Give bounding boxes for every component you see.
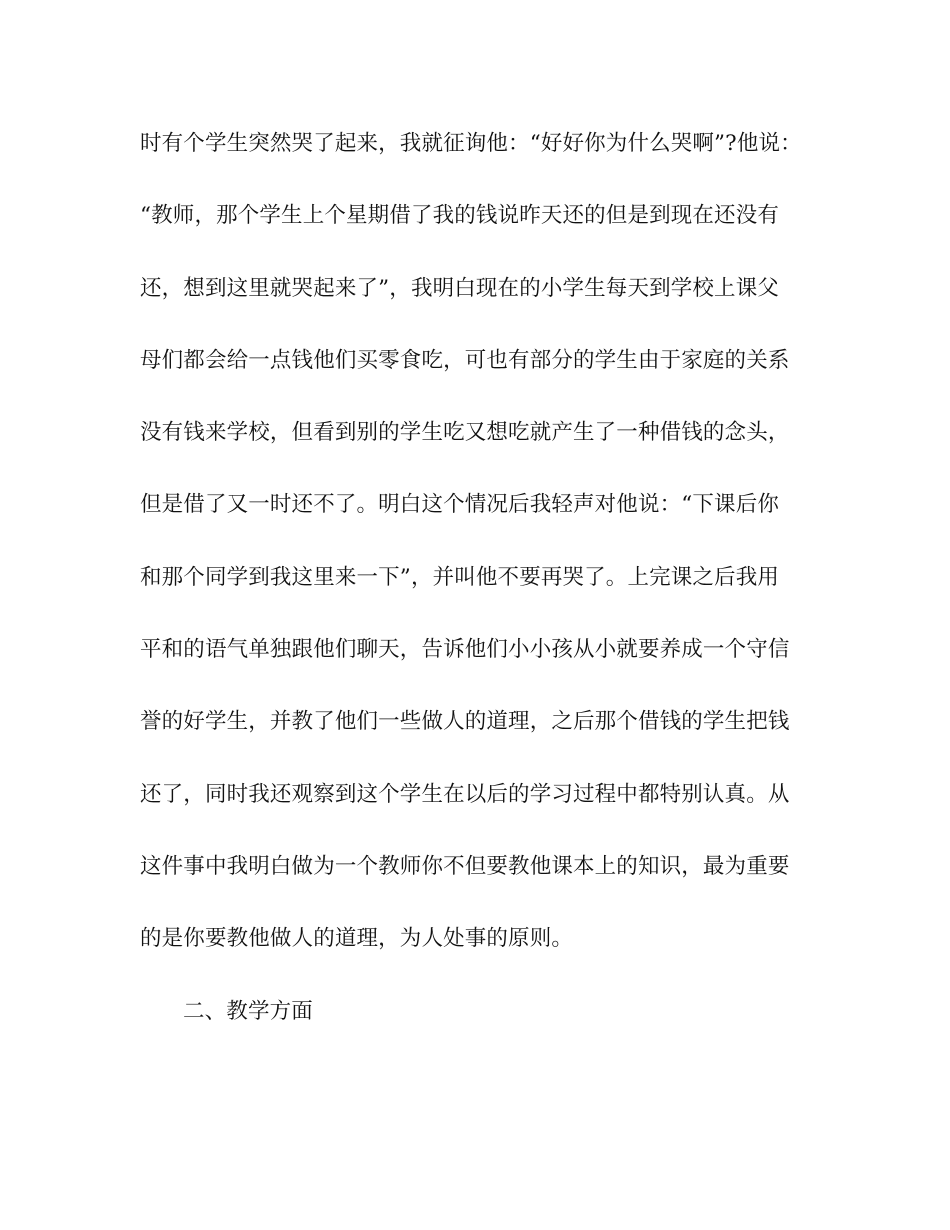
paragraph-line: 还，想到这里就哭起来了”，我明白现在的小学生每天到学校上课父 [140,275,779,301]
paragraph-line: 没有钱来学校，但看到别的学生吃又想吃就产生了一种借钱的念头， [140,420,790,446]
paragraph-line: 平和的语气单独跟他们聊天，告诉他们小小孩从小就要养成一个守信 [140,637,790,663]
paragraph-line: 的是你要教他做人的道理，为人处事的原则。 [140,926,574,952]
paragraph-line: 时有个学生突然哭了起来，我就征询他：“好好你为什么哭啊”?他说： [140,131,802,156]
paragraph-line: 誉的好学生，并教了他们一些做人的道理，之后那个借钱的学生把钱 [140,709,790,735]
paragraph-line: 但是借了又一时还不了。明白这个情况后我轻声对他说：“下课后你 [140,492,779,518]
paragraph-line: 这件事中我明白做为一个教师你不但要教他课本上的知识，最为重要 [140,853,790,879]
paragraph-line: “教师，那个学生上个星期借了我的钱说昨天还的但是到现在还没有 [140,203,779,229]
paragraph-line: 母们都会给一点钱他们买零食吃，可也有部分的学生由于家庭的关系 [140,347,790,373]
body-text [140,118,820,1058]
paragraph-line: 和那个同学到我这里来一下”，并叫他不要再哭了。上完课之后我用 [140,564,779,590]
section-heading: 二、教学方面 [183,998,313,1024]
paragraph-line: 还了，同时我还观察到这个学生在以后的学习过程中都特别认真。从 [140,781,790,807]
